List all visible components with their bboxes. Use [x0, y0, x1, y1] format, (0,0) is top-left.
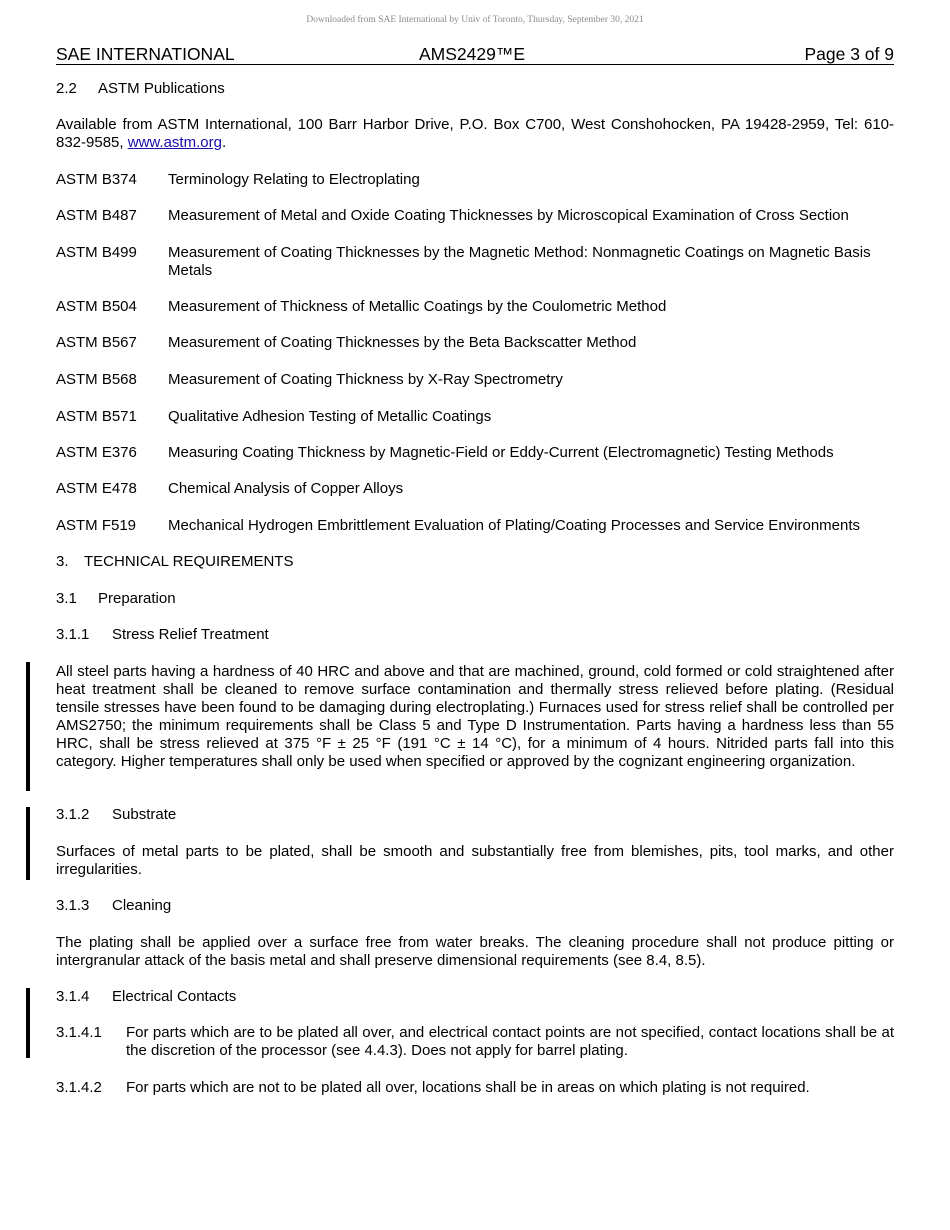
revision-change-bar — [26, 662, 30, 791]
section-3-1-3-heading — [56, 897, 894, 915]
revision-change-bar — [26, 988, 30, 1058]
reference-item — [56, 408, 894, 426]
section-3-1-heading — [56, 590, 894, 608]
section-number: 3.1.4 — [56, 988, 90, 1005]
availability-period: . — [221, 134, 227, 151]
section-number: 3. — [56, 553, 69, 570]
reference-title: Measurement of Thickness of Metallic Coatings by the Coulometric Method — [168, 298, 667, 315]
reference-title: Terminology Relating to Electroplating — [168, 171, 420, 188]
section-3-1-4-1 — [56, 1024, 894, 1060]
reference-item — [56, 207, 894, 225]
cleaning-paragraph: The plating shall be applied over a surface free from water breaks. The cleaning procedure shall not produce pitting or intergranular attack of the basis metal and shall preserve dimensional requirements (see 8.4, 8.5). — [56, 934, 894, 969]
astm-availability-paragraph — [56, 116, 894, 152]
reference-item — [56, 334, 894, 352]
section-number: 3.1.1 — [56, 626, 90, 643]
reference-item — [56, 244, 894, 280]
reference-item — [56, 480, 894, 498]
reference-item — [56, 517, 894, 535]
section-number: 3.1 — [56, 590, 77, 607]
reference-title: Mechanical Hydrogen Embrittlement Evaluation of Plating/Coating Processes and Service Environments — [168, 517, 861, 534]
reference-code: ASTM E376 — [56, 444, 137, 461]
section-title: Preparation — [98, 590, 176, 607]
reference-item — [56, 444, 894, 462]
reference-title: Measuring Coating Thickness by Magnetic-Field or Eddy-Current (Electromagnetic) Testing Methods — [168, 444, 834, 461]
astm-website-link[interactable]: www.astm.org — [127, 134, 222, 151]
reference-code: ASTM B567 — [56, 334, 137, 351]
reference-title: Measurement of Coating Thicknesses by the Magnetic Method: Nonmagnetic Coatings on Magnetic Basis Metals — [168, 244, 871, 279]
section-3-1-4-2 — [56, 1079, 894, 1097]
reference-code: ASTM B374 — [56, 171, 137, 188]
reference-title: Measurement of Coating Thicknesses by the Beta Backscatter Method — [168, 334, 637, 351]
section-title: TECHNICAL REQUIREMENTS — [84, 553, 294, 570]
reference-item — [56, 171, 894, 189]
section-title: Cleaning — [112, 897, 172, 914]
section-number: 3.1.4.1 — [56, 1024, 102, 1041]
section-title: Stress Relief Treatment — [112, 626, 269, 643]
download-watermark: Downloaded from SAE International by Univ of Toronto, Thursday, September 30, 2021 — [306, 15, 644, 25]
section-number: 2.2 — [56, 80, 77, 97]
reference-code: ASTM B571 — [56, 408, 137, 425]
section-3-1-4-heading — [56, 988, 894, 1006]
reference-code: ASTM B499 — [56, 244, 137, 261]
section-title: Electrical Contacts — [112, 988, 237, 1005]
section-2-2-heading — [56, 80, 894, 98]
reference-title: Qualitative Adhesion Testing of Metallic Coatings — [168, 408, 492, 425]
contact-points-paragraph: For parts which are to be plated all over, and electrical contact points are not specified, contact locations shall be at the discretion of the processor (see 4.4.3). Does not apply for barrel plating. — [126, 1024, 894, 1059]
stress-relief-paragraph: All steel parts having a hardness of 40 HRC and above and that are machined, ground, cold formed or cold straightened after heat treatment shall be cleaned to remove surface contamination and thermally stress relieved before plating. (Residual tensile stresses have been found to be damaging during electroplating.) Furnaces used for stress relief shall be controlled per AMS2750; the minimum requirements shall be Class 5 and Type D Instrumentation. Parts having a hardness less than 55 HRC, shall be stress relieved at 375 °F ± 25 °F (191 °C ± 14 °C), for a minimum of 4 hours. Nitrided parts fall into this category. Higher temperatures shall only be used when specified or approved by the cognizant engineering organization. — [56, 663, 894, 770]
reference-title: Chemical Analysis of Copper Alloys — [168, 480, 404, 497]
reference-code: ASTM B568 — [56, 371, 137, 388]
reference-code: ASTM F519 — [56, 517, 137, 534]
reference-item — [56, 371, 894, 389]
header-document-id: AMS2429™E — [419, 44, 526, 64]
revision-change-bar — [26, 807, 30, 880]
reference-title: Measurement of Coating Thickness by X-Ray Spectrometry — [168, 371, 563, 388]
header-page-number: Page 3 of 9 — [804, 44, 894, 64]
reference-code: ASTM B487 — [56, 207, 137, 224]
section-3-1-2-heading — [56, 806, 894, 824]
reference-code: ASTM E478 — [56, 480, 137, 497]
reference-code: ASTM B504 — [56, 298, 137, 315]
contact-locations-paragraph: For parts which are not to be plated all over, locations shall be in areas on which plating is not required. — [126, 1079, 810, 1096]
reference-title: Measurement of Metal and Oxide Coating Thicknesses by Microscopical Examination of Cross Section — [168, 207, 849, 224]
section-number: 3.1.2 — [56, 806, 90, 823]
section-number: 3.1.4.2 — [56, 1079, 102, 1096]
header-organization: SAE INTERNATIONAL — [56, 44, 235, 64]
section-title: ASTM Publications — [98, 80, 225, 97]
section-title: Substrate — [112, 806, 177, 823]
availability-text: Available from ASTM International, 100 Barr Harbor Drive, P.O. Box C700, West Conshohocken, PA 19428-2959, Tel: 610-832-9585, — [56, 116, 894, 151]
section-number: 3.1.3 — [56, 897, 90, 914]
section-3-1-1-heading — [56, 626, 894, 644]
reference-item — [56, 298, 894, 316]
page-header — [56, 44, 894, 65]
substrate-paragraph: Surfaces of metal parts to be plated, shall be smooth and substantially free from blemishes, pits, tool marks, and other irregularities. — [56, 843, 894, 878]
section-3-heading — [56, 553, 894, 571]
